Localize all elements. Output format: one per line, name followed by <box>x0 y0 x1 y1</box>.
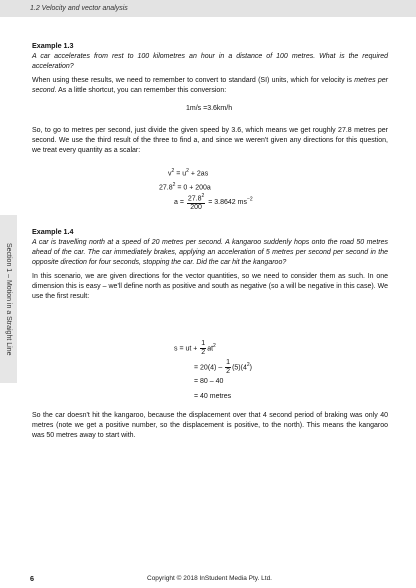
fraction: $\frac{27.8^2}{200}$ <box>187 193 205 212</box>
equation-line: = 40 metres <box>194 393 232 400</box>
paragraph: In this scenario, we are given directions for the vector quantities, so we need to consider them as such. In one dimension this is easy – we'll define north as positive and south as negative (so a will be negative in this case). We use the first result: <box>32 273 388 300</box>
example-1-4 <box>32 227 388 302</box>
equation-line: a = $\frac{27.8^2}{200}$ = 3.8642 $ms^{-2}$ <box>174 193 253 212</box>
paragraph: When using these results, we need to remember to convert to standard (SI) units, which for velocity is metres per second. As a little shortcut, you can remember this conversion: <box>32 77 388 94</box>
page-number: 6 <box>30 574 34 583</box>
side-tab <box>0 215 17 383</box>
example-question: A car is travelling north at a speed of 20 metres per second. A kangaroo suddenly hops onto the road 50 metres ahead of the car. The car immediately brakes, applying an acceleration of 5 metres per second per second in the opposite direction for four seconds, stopping the car. Did the car hit the kangaroo? <box>32 239 388 266</box>
equation-line: = 20(4) – $\frac{1}{2}$ $(5)(4^2)$ <box>194 359 252 375</box>
page-header <box>0 0 416 17</box>
section-title: 1.2 Velocity and vector analysis <box>30 5 128 12</box>
side-tab-label: Section 1 – Motion in a Straight Line <box>5 242 12 356</box>
example-title: Example 1.3 <box>32 41 74 50</box>
example-1-3-body <box>32 126 388 156</box>
copyright: Copyright © 2018 InStudent Media Pty. Ltd. <box>147 575 272 582</box>
paragraph: So, to go to metres per second, just divide the given speed by 3.6, which means we get roughly 27.8 metres per second. We use the third result of the three to find a, and since we weren't given any directions for this question, we treat every quantity as a scalar: <box>32 127 388 154</box>
example-1-3 <box>32 41 388 96</box>
example-1-4-body <box>32 411 388 441</box>
equation-line: $27.8^2 = 0 + 200a$ <box>159 182 211 192</box>
equation-line: $v^2 = u^2 + 2as$ <box>168 168 209 178</box>
equation-line: = 80 – 40 <box>194 378 224 385</box>
equation-line: s = ut + $\frac{1}{2}$ $at^2$ <box>174 340 216 356</box>
paragraph: So the car doesn't hit the kangaroo, because the displacement over that 4 second period of braking was only 40 metres (note we get a positive number, so the displacement is positive, to the north). This means the kangaroo was 50 metres away to start with. <box>32 412 388 439</box>
example-title: Example 1.4 <box>32 227 74 236</box>
fraction: $\frac{1}{2}$ <box>226 359 231 375</box>
conversion-formula: 1m/s =3.6km/h <box>186 105 233 112</box>
fraction: $\frac{1}{2}$ <box>201 340 206 356</box>
example-question: A car accelerates from rest to 100 kilometres an hour in a distance of 100 metres. What is the required acceleration? <box>32 53 388 70</box>
